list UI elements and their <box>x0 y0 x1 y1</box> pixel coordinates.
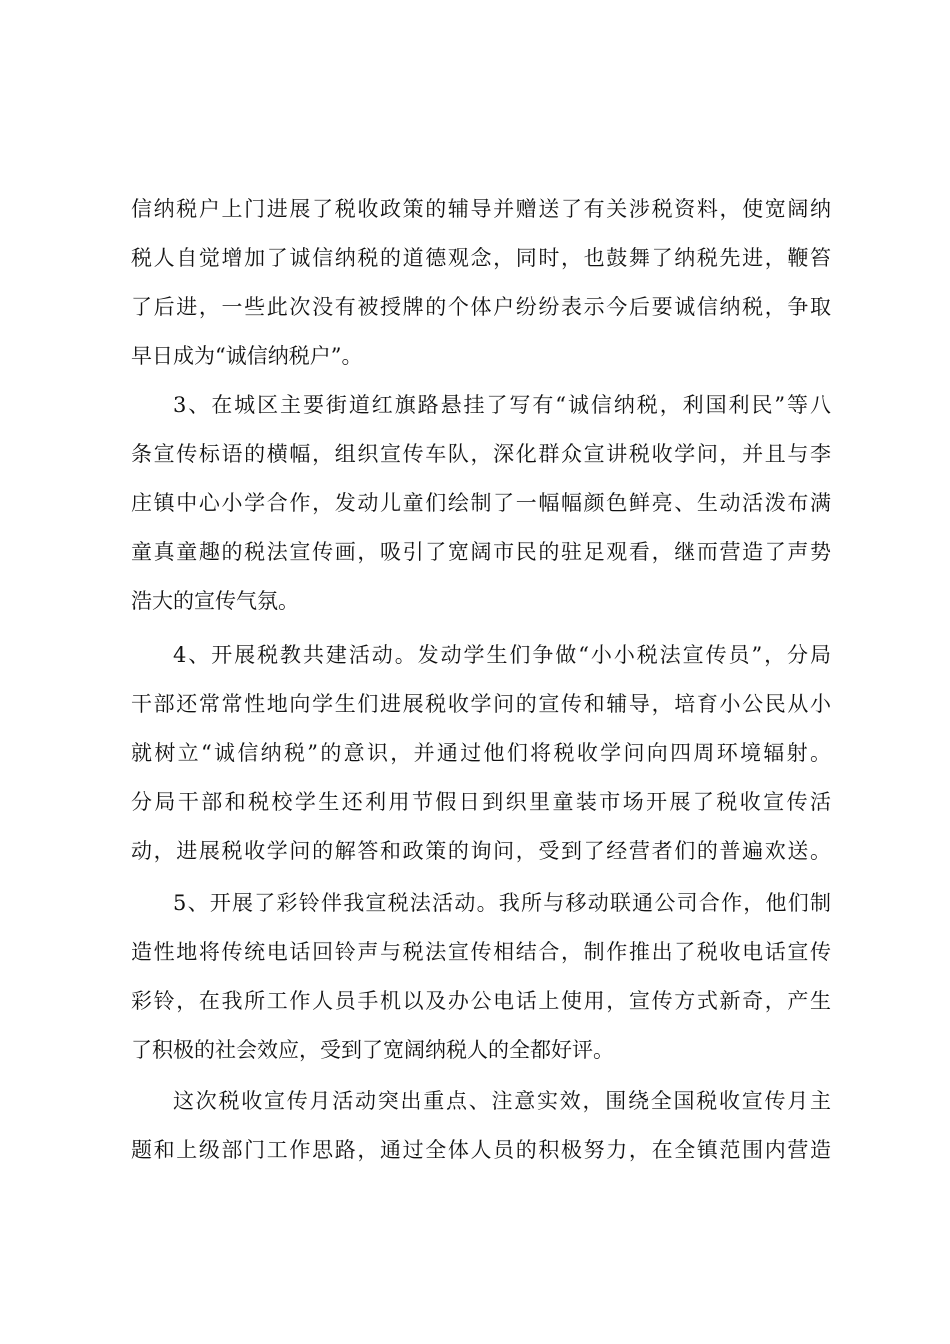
text-line: 税人自觉增加了诚信纳税的道德观念，同时，也鼓舞了纳税先进，鞭笞 <box>131 246 831 270</box>
text-line: 信纳税户上门进展了税收政策的辅导并赠送了有关涉税资料，使宽阔纳 <box>131 197 831 221</box>
text-line: 彩铃，在我所工作人员手机以及办公电话上使用，宣传方式新奇，产生 <box>131 989 831 1013</box>
text-line: 浩大的宣传气氛。 <box>131 589 299 613</box>
text-line: 早日成为“诚信纳税户”。 <box>131 344 363 368</box>
text-line: 题和上级部门工作思路，通过全体人员的积极努力，在全镇范围内营造 <box>131 1138 831 1162</box>
text-line: 了积极的社会效应，受到了宽阔纳税人的全都好评。 <box>131 1038 614 1062</box>
text-line: 童真童趣的税法宣传画，吸引了宽阔市民的驻足观看，继而营造了声势 <box>131 540 831 564</box>
text-line: 4、开展税教共建活动。发动学生们争做“小小税法宣传员”，分局 <box>173 643 831 667</box>
text-line: 分局干部和税校学生还利用节假日到织里童装市场开展了税收宣传活 <box>131 790 831 814</box>
text-line: 条宣传标语的横幅，组织宣传车队，深化群众宣讲税收学问，并且与李 <box>131 442 831 466</box>
text-line: 庄镇中心小学合作，发动儿童们绘制了一幅幅颜色鲜亮、生动活泼布满 <box>131 491 831 515</box>
text-line: 这次税收宣传月活动突出重点、注意实效，围绕全国税收宣传月主 <box>173 1089 831 1113</box>
text-line: 就树立“诚信纳税”的意识，并通过他们将税收学问向四周环境辐射。 <box>131 741 831 765</box>
text-line: 3、在城区主要街道红旗路悬挂了写有“诚信纳税，利国利民”等八 <box>173 393 831 417</box>
text-line: 干部还常常性地向学生们进展税收学问的宣传和辅导，培育小公民从小 <box>131 692 831 716</box>
text-line: 造性地将传统电话回铃声与税法宣传相结合，制作推出了税收电话宣传 <box>131 940 831 964</box>
text-line: 5、开展了彩铃伴我宣税法活动。我所与移动联通公司合作，他们制 <box>173 891 831 915</box>
text-line: 动，进展税收学问的解答和政策的询问，受到了经营者们的普遍欢送。 <box>131 839 831 863</box>
text-line: 了后进，一些此次没有被授牌的个体户纷纷表示今后要诚信纳税，争取 <box>131 295 831 319</box>
